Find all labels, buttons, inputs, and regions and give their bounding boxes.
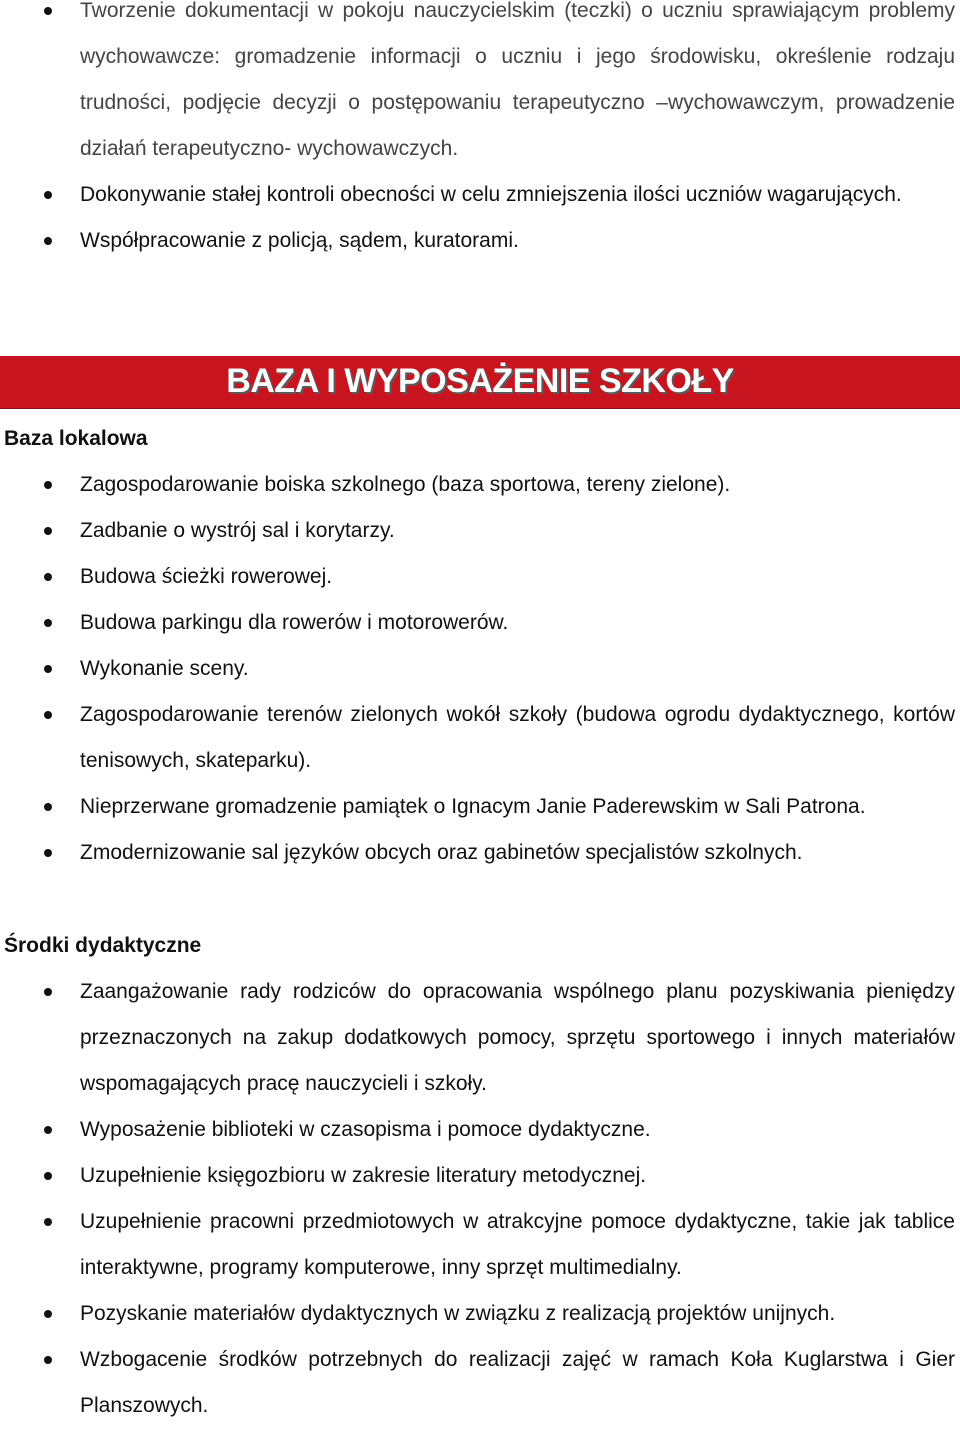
list-item: [0, 784, 960, 830]
bullet-icon: [44, 849, 52, 857]
bullet-icon: [44, 7, 52, 15]
bullet-icon: [44, 1126, 52, 1134]
list-item: [0, 1337, 960, 1429]
list-item: [0, 462, 960, 508]
list-item: [0, 508, 960, 554]
list-item-text: Zmodernizowanie sal języków obcych oraz gabinetów specjalistów szkolnych.: [80, 841, 803, 864]
bullet-icon: [44, 803, 52, 811]
list-item: [0, 646, 960, 692]
section-heading-srodki-dydaktyczne: Środki dydaktyczne: [4, 934, 202, 957]
list-item-text: Zadbanie o wystrój sal i korytarzy.: [80, 519, 395, 542]
bullet-icon: [44, 191, 52, 199]
bullet-icon: [44, 237, 52, 245]
list-item-text: Wzbogacenie środków potrzebnych do realizacji zajęć w ramach Koła Kuglarstwa i Gier Planszowych.: [80, 1348, 955, 1417]
list-item-text: Zagospodarowanie terenów zielonych wokół szkoły (budowa ogrodu dydaktycznego, kortów tenisowych, skateparku).: [80, 703, 955, 772]
bullet-icon: [44, 1218, 52, 1226]
list-item-text: Wyposażenie biblioteki w czasopisma i pomoce dydaktyczne.: [80, 1118, 651, 1141]
bullet-icon: [44, 711, 52, 719]
bullet-icon: [44, 988, 52, 996]
list-item: [0, 0, 960, 172]
bullet-icon: [44, 1356, 52, 1364]
list-item: [0, 1291, 960, 1337]
bullet-icon: [44, 481, 52, 489]
list-item: [0, 172, 960, 218]
list-item: [0, 218, 960, 264]
list-item-text: Uzupełnienie pracowni przedmiotowych w atrakcyjne pomoce dydaktyczne, takie jak tablice interaktywne, programy komputerowe, inny sprzęt multimedialny.: [80, 1210, 955, 1279]
list-item: [0, 554, 960, 600]
bullet-icon: [44, 573, 52, 581]
list-item: [0, 692, 960, 784]
section-heading-baza-lokalowa: Baza lokalowa: [4, 427, 148, 450]
list-item-text: Zagospodarowanie boiska szkolnego (baza sportowa, tereny zielone).: [80, 473, 731, 496]
bullet-icon: [44, 619, 52, 627]
list-item-text: Uzupełnienie księgozbioru w zakresie literatury metodycznej.: [80, 1164, 647, 1187]
banner-title: BAZA I WYPOSAŻENIE SZKOŁY: [226, 362, 734, 400]
srodki-dydaktyczne-list: [0, 969, 960, 1429]
list-item-text: Zaangażowanie rady rodziców do opracowania wspólnego planu pozyskiwania pieniędzy przeznaczonych na zakup dodatkowych pomocy, sprzętu sportowego i innych materiałów wspomagających pracę nauczycieli i szkoły.: [80, 980, 955, 1095]
list-item: [0, 1107, 960, 1153]
list-item: [0, 1199, 960, 1291]
list-item-text: Nieprzerwane gromadzenie pamiątek o Ignacym Janie Paderewskim w Sali Patrona.: [80, 795, 866, 818]
bullet-icon: [44, 527, 52, 535]
intro-list: [0, 0, 960, 264]
list-item: [0, 969, 960, 1107]
list-item-text: Budowa parkingu dla rowerów i motorowerów.: [80, 611, 509, 634]
list-item: [0, 1153, 960, 1199]
baza-lokalowa-list: [0, 462, 960, 876]
list-item-text: Tworzenie dokumentacji w pokoju nauczycielskim (teczki) o uczniu sprawiającym problemy wychowawcze: gromadzenie informacji o uczniu i jego środowisku, określenie rodzaju trudności, podjęcie decyzji o postępowaniu terapeutyczno –wychowawczym, prowadzenie działań terapeutyczno- wychowawczych.: [80, 0, 955, 160]
list-item: [0, 830, 960, 876]
bullet-icon: [44, 665, 52, 673]
list-item-text: Współpracowanie z policją, sądem, kuratorami.: [80, 229, 519, 252]
list-item: [0, 600, 960, 646]
bullet-icon: [44, 1310, 52, 1318]
list-item-text: Dokonywanie stałej kontroli obecności w celu zmniejszenia ilości uczniów wagarujących.: [80, 183, 902, 206]
list-item-text: Pozyskanie materiałów dydaktycznych w związku z realizacją projektów unijnych.: [80, 1302, 836, 1325]
list-item-text: Budowa ścieżki rowerowej.: [80, 565, 333, 588]
list-item-text: Wykonanie sceny.: [80, 657, 249, 680]
bullet-icon: [44, 1172, 52, 1180]
